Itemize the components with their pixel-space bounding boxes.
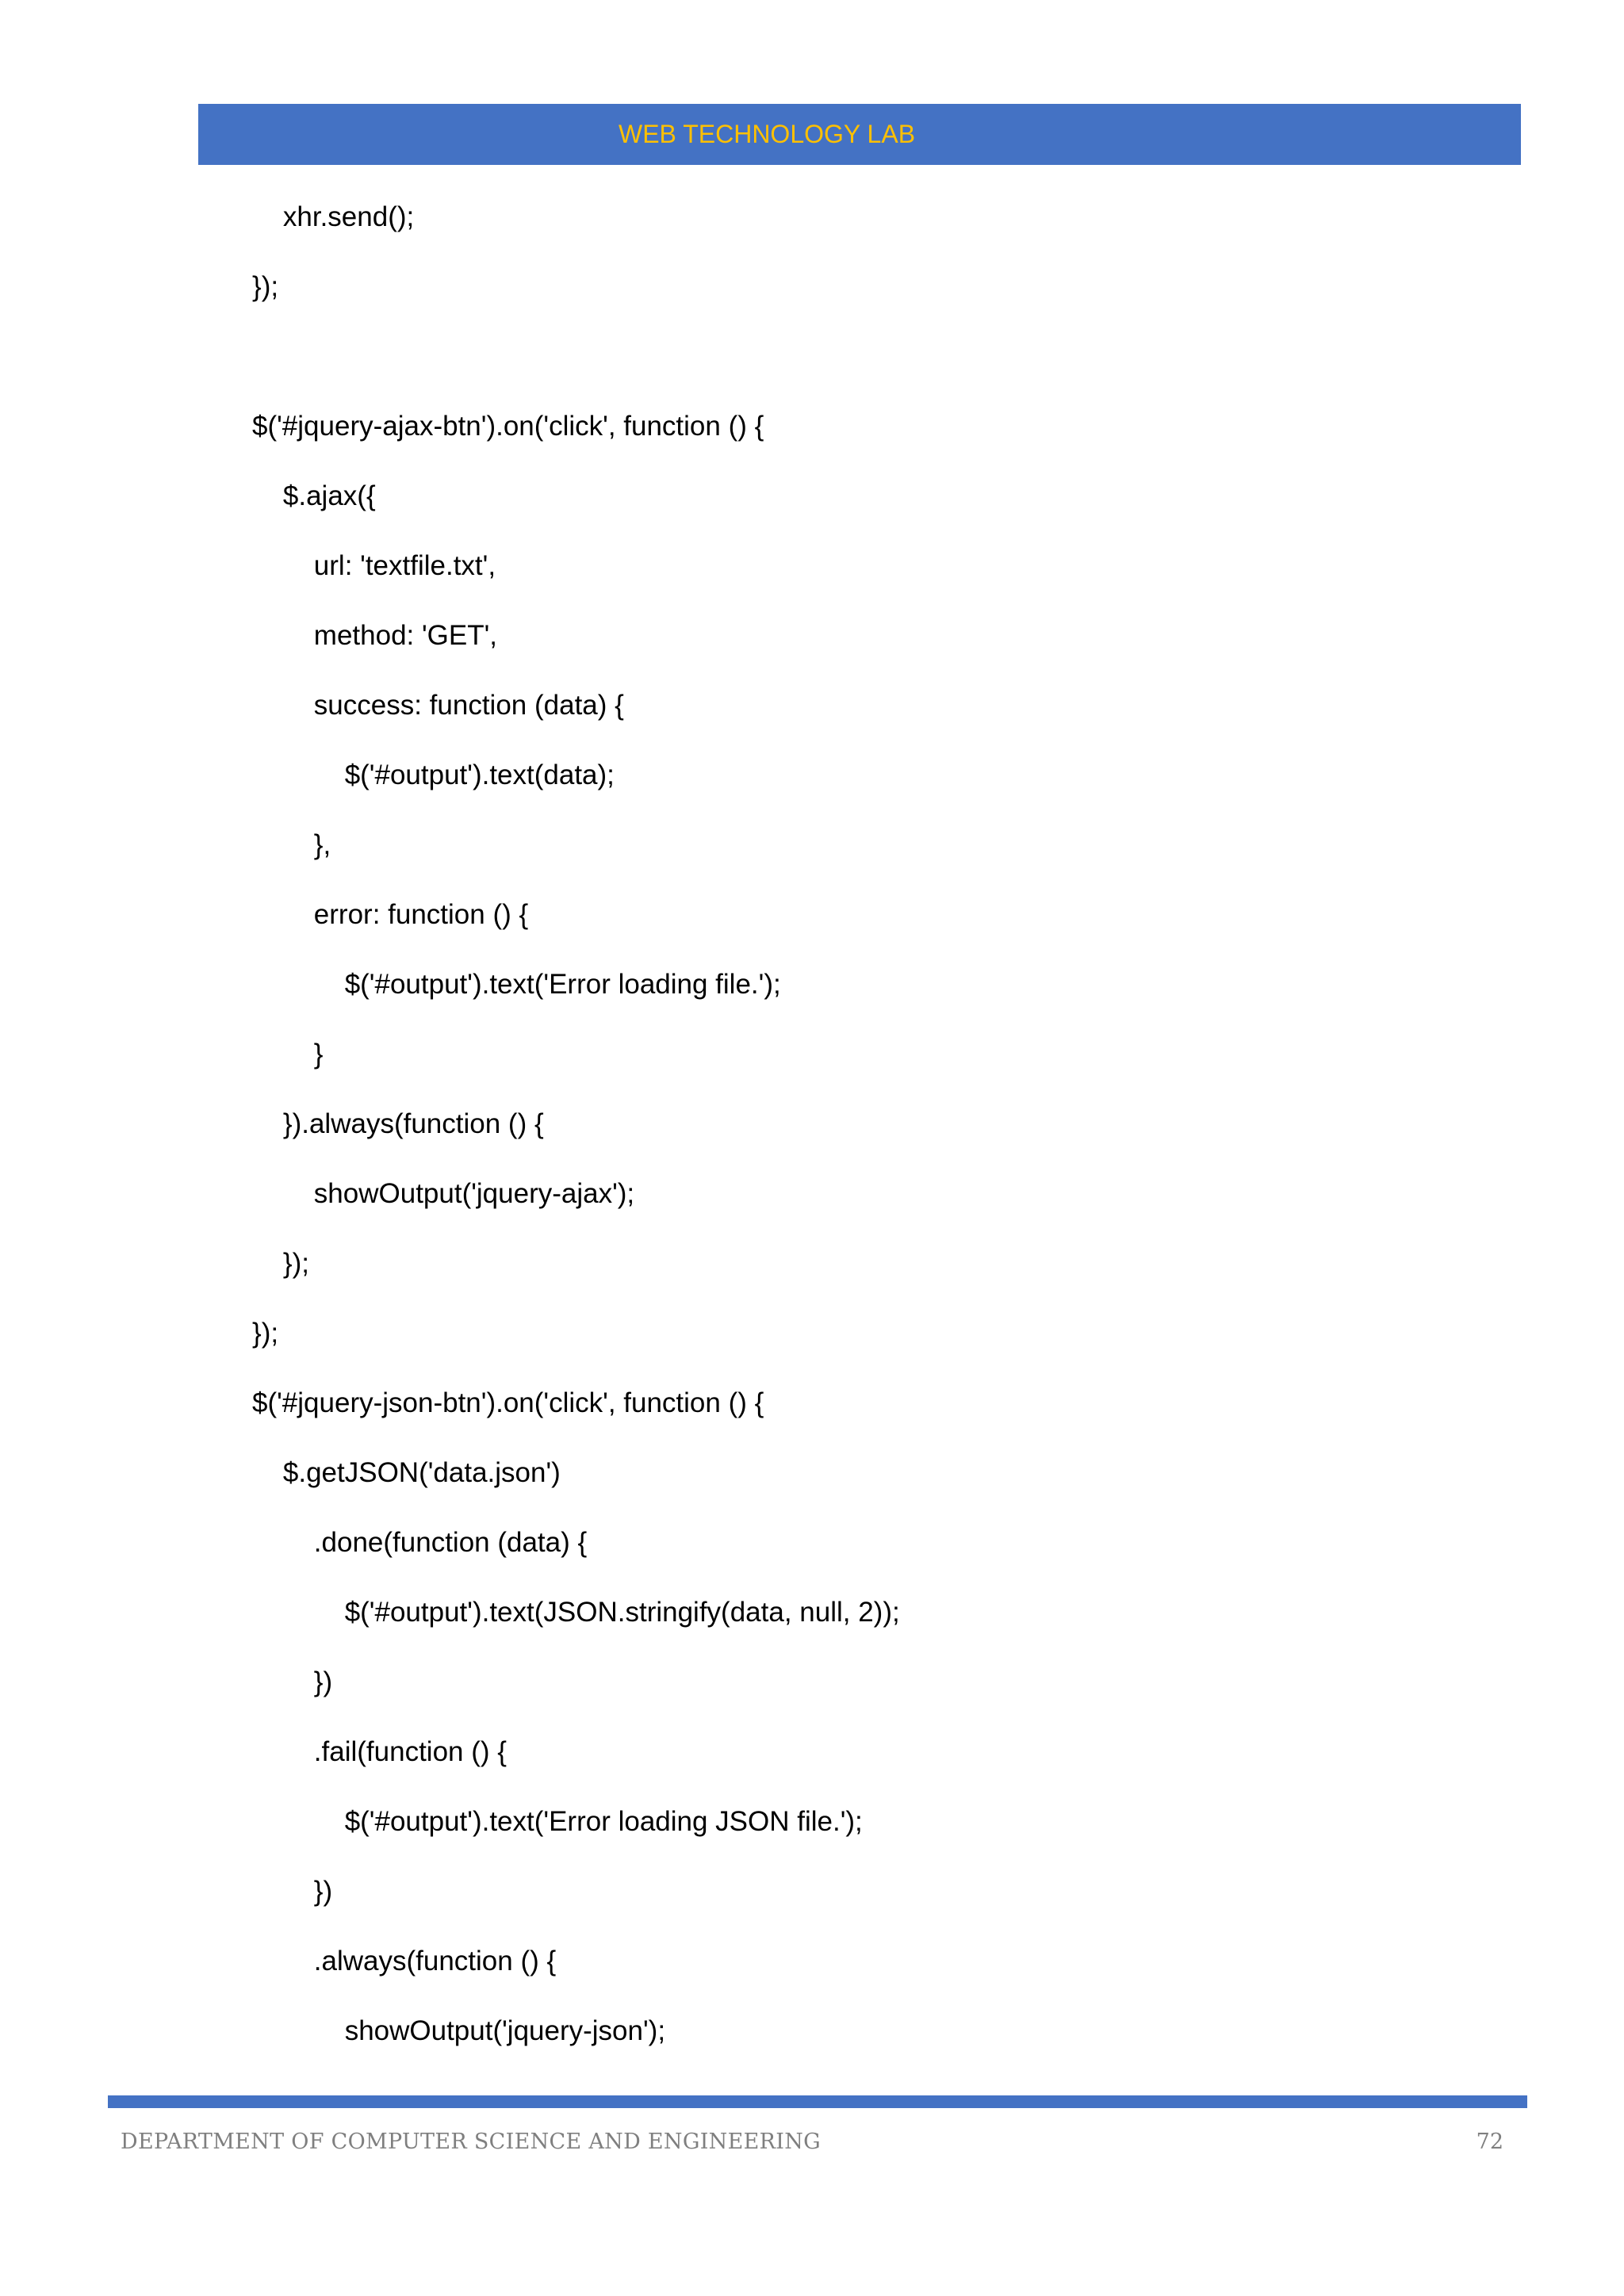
page-header-title: WEB TECHNOLOGY LAB (619, 120, 916, 148)
code-line: }, (252, 829, 331, 860)
code-line: method: 'GET', (252, 620, 498, 651)
code-line: $('#output').text(data); (252, 760, 615, 790)
code-line: url: 'textfile.txt', (252, 550, 496, 581)
code-line: }); (252, 1318, 279, 1349)
code-line: $('#jquery-ajax-btn').on('click', function () { (252, 411, 764, 442)
code-line: }) (252, 1876, 333, 1907)
code-line: showOutput('jquery-json'); (252, 2015, 666, 2046)
code-line: $('#jquery-json-btn').on('click', function () { (252, 1387, 764, 1418)
code-line: xhr.send(); (252, 201, 415, 232)
code-line: .done(function (data) { (252, 1527, 588, 1558)
code-block (252, 195, 1521, 2079)
code-line: }) (252, 1667, 333, 1697)
code-line (252, 335, 1521, 404)
code-line: $('#output').text('Error loading file.'); (252, 969, 781, 1000)
code-line: $.ajax({ (252, 480, 376, 511)
code-line: .always(function () { (252, 1946, 557, 1976)
code-line: success: function (data) { (252, 690, 624, 721)
code-line: } (252, 1039, 324, 1070)
code-line: $('#output').text('Error loading JSON file.'); (252, 1806, 863, 1837)
code-line: .fail(function () { (252, 1736, 507, 1767)
footer-department: DEPARTMENT OF COMPUTER SCIENCE AND ENGINEERING (121, 2130, 822, 2154)
code-line: }); (252, 271, 279, 302)
page-number: 72 (1476, 2130, 1503, 2154)
code-line: }).always(function () { (252, 1108, 544, 1139)
code-line: $('#output').text(JSON.stringify(data, null, 2)); (252, 1597, 900, 1628)
code-line: $.getJSON('data.json') (252, 1457, 561, 1488)
footer-divider (108, 2095, 1527, 2108)
code-line: showOutput('jquery-ajax'); (252, 1178, 635, 1209)
code-line: }); (252, 1248, 309, 1279)
code-line: error: function () { (252, 899, 529, 930)
